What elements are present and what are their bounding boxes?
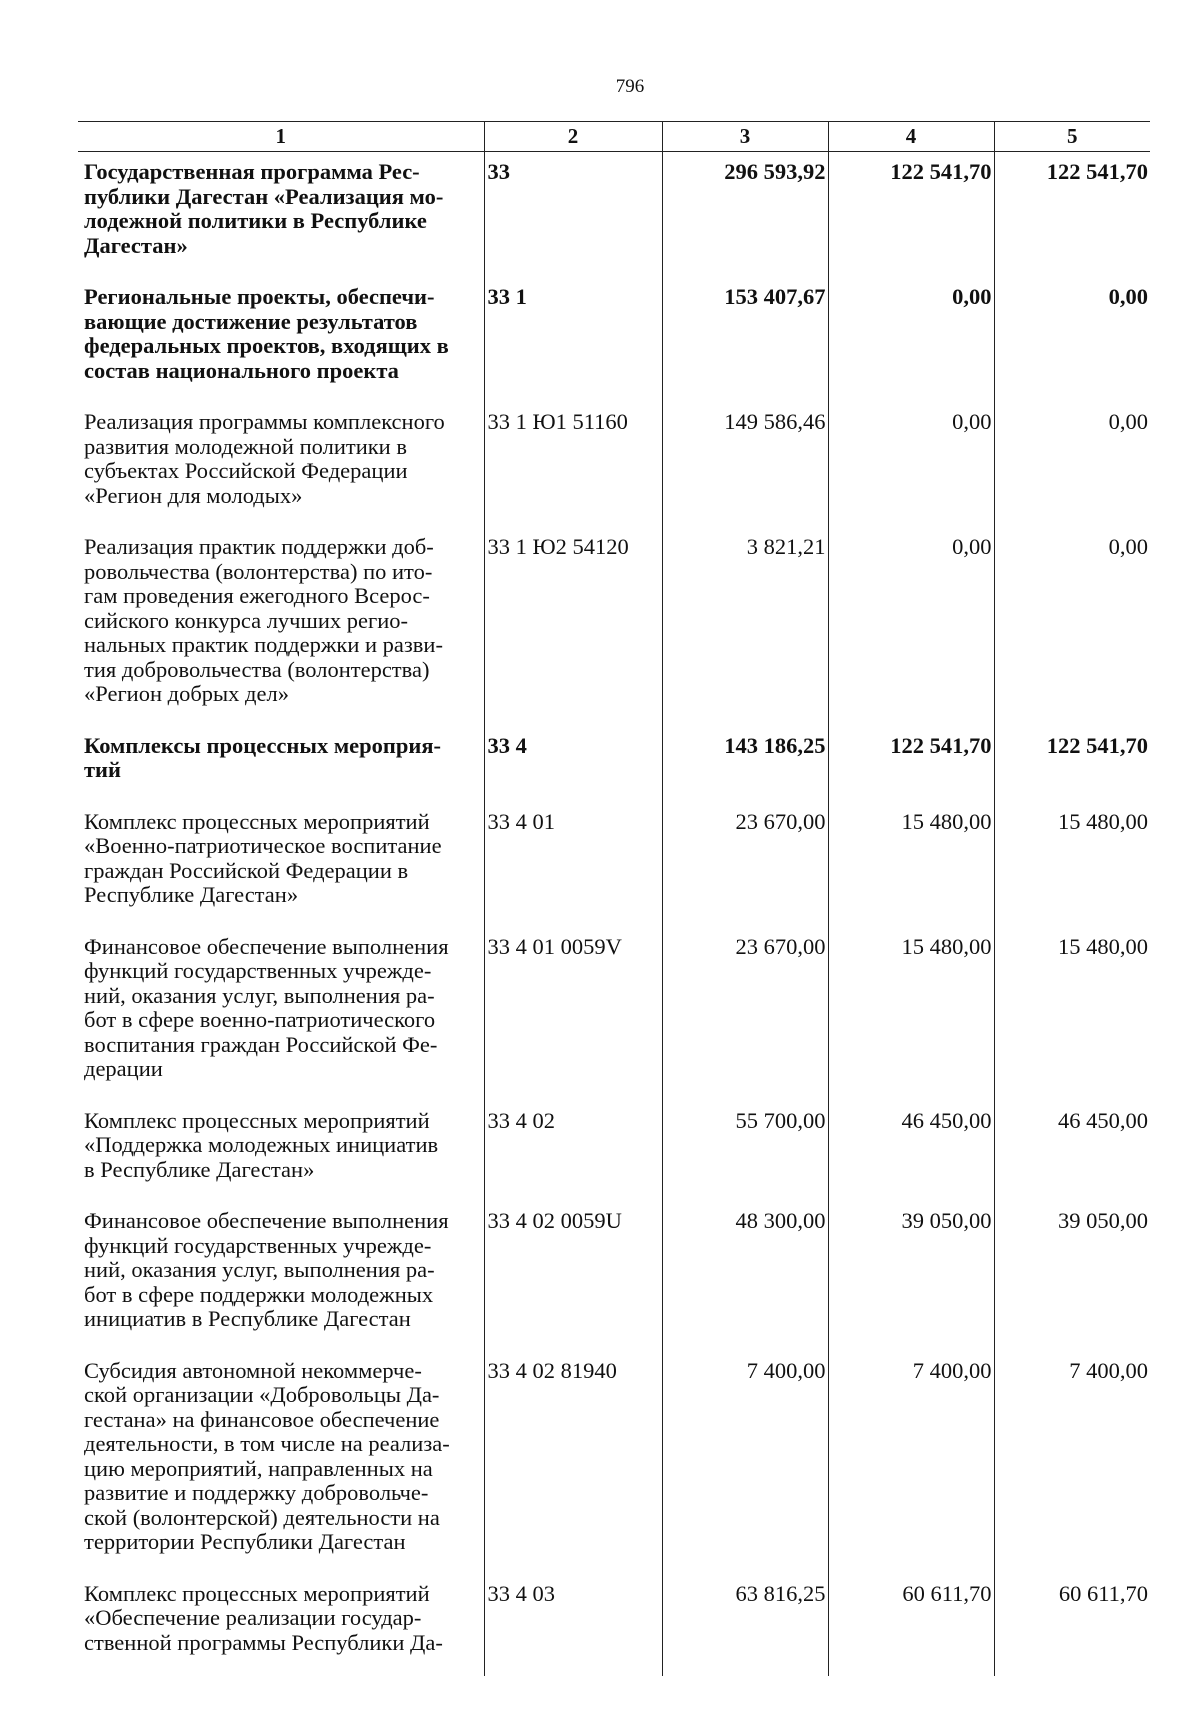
row-value-col4: 0,00 bbox=[828, 279, 994, 404]
row-value-col3: 23 670,00 bbox=[662, 929, 828, 1103]
row-value-col5: 122 541,70 bbox=[994, 728, 1150, 804]
row-name-cell: Финансовое обеспечение выполнения функций государственных учрежде- ний, оказания услуг, выполнения ра- бот в сфере поддержки молодежных инициатив в Республике Дагестан bbox=[84, 1208, 449, 1331]
row-name-cell: Комплекс процессных мероприятий «Военно-патриотическое воспитание граждан Российской Федерации в Республике Дагестан» bbox=[84, 808, 442, 907]
header-row bbox=[78, 122, 1150, 152]
budget-table bbox=[78, 121, 1150, 1676]
row-value-col5: 122 541,70 bbox=[994, 152, 1150, 280]
header-col-5: 5 bbox=[994, 122, 1150, 152]
row-code-cell: 33 bbox=[484, 152, 662, 280]
row-value-col4: 0,00 bbox=[828, 529, 994, 728]
row-value-col5: 15 480,00 bbox=[994, 804, 1150, 929]
row-value-col5: 60 611,70 bbox=[994, 1576, 1150, 1677]
table-row bbox=[78, 152, 1150, 280]
table-row bbox=[78, 529, 1150, 728]
row-value-col5: 0,00 bbox=[994, 529, 1150, 728]
row-value-col5: 46 450,00 bbox=[994, 1103, 1150, 1204]
row-value-col3: 23 670,00 bbox=[662, 804, 828, 929]
row-value-col3: 153 407,67 bbox=[662, 279, 828, 404]
header-col-2: 2 bbox=[484, 122, 662, 152]
header-col-1: 1 bbox=[78, 122, 484, 152]
row-value-col3: 143 186,25 bbox=[662, 728, 828, 804]
row-value-col3: 63 816,25 bbox=[662, 1576, 828, 1677]
row-code-cell: 33 1 Ю2 54120 bbox=[484, 529, 662, 728]
row-code-cell: 33 4 01 bbox=[484, 804, 662, 929]
row-code-cell: 33 4 03 bbox=[484, 1576, 662, 1677]
table-row bbox=[78, 404, 1150, 529]
table-row bbox=[78, 728, 1150, 804]
table-row bbox=[78, 929, 1150, 1103]
row-value-col4: 39 050,00 bbox=[828, 1203, 994, 1353]
row-name-cell: Реализация программы комплексного развития молодежной политики в субъектах Российской Федерации «Регион для молодых» bbox=[84, 409, 445, 508]
table-body bbox=[78, 152, 1150, 1677]
row-value-col5: 0,00 bbox=[994, 279, 1150, 404]
page-number: 796 bbox=[615, 76, 645, 97]
row-name-cell: Субсидия автономной некоммерче- ской организации «Добровольцы Да- гестана» на финансовое обеспечение деятельности, в том числе на реализа- цию мероприятий, направленных на развитие и поддержку добровольче- ской (волонтерской) деятельности на территории Республики Дагестан bbox=[84, 1357, 450, 1554]
row-code-cell: 33 4 02 81940 bbox=[484, 1353, 662, 1576]
header-col-4: 4 bbox=[828, 122, 994, 152]
row-code-cell: 33 1 Ю1 51160 bbox=[484, 404, 662, 529]
row-value-col4: 122 541,70 bbox=[828, 728, 994, 804]
row-value-col4: 15 480,00 bbox=[828, 929, 994, 1103]
table-row bbox=[78, 1203, 1150, 1353]
table-row bbox=[78, 1576, 1150, 1677]
row-name-cell: Региональные проекты, обеспечи- вающие достижение результатов федеральных проектов, входящих в состав национального проекта bbox=[84, 284, 449, 383]
row-value-col4: 122 541,70 bbox=[828, 152, 994, 280]
row-value-col3: 55 700,00 bbox=[662, 1103, 828, 1204]
row-name-cell: Реализация практик поддержки доб- ровольчества (волонтерства) по ито- гам проведения ежегодного Всерос- сийского конкурса лучших регио- нальных практик поддержки и разви- тия добровольчества (волонтерства) «Регион добрых дел» bbox=[84, 534, 443, 706]
table-row bbox=[78, 804, 1150, 929]
row-code-cell: 33 4 02 bbox=[484, 1103, 662, 1204]
row-value-col4: 60 611,70 bbox=[828, 1576, 994, 1677]
row-value-col5: 7 400,00 bbox=[994, 1353, 1150, 1576]
row-name-cell: Финансовое обеспечение выполнения функций государственных учрежде- ний, оказания услуг, выполнения ра- бот в сфере военно-патриотического воспитания граждан Российской Фе- дерации bbox=[84, 933, 449, 1081]
row-value-col3: 3 821,21 bbox=[662, 529, 828, 728]
row-name-cell: Комплекс процессных мероприятий «Обеспечение реализации государ- ственной программы Республики Да- bbox=[84, 1580, 443, 1655]
row-name-cell: Комплекс процессных мероприятий «Поддержка молодежных инициатив в Республике Дагестан» bbox=[84, 1107, 439, 1182]
header-col-3: 3 bbox=[662, 122, 828, 152]
row-name-cell: Комплексы процессных мероприя- тий bbox=[84, 732, 442, 782]
table-row bbox=[78, 279, 1150, 404]
row-value-col3: 296 593,92 bbox=[662, 152, 828, 280]
row-value-col4: 7 400,00 bbox=[828, 1353, 994, 1576]
row-value-col4: 46 450,00 bbox=[828, 1103, 994, 1204]
row-name-cell: Государственная программа Рес- публики Дагестан «Реализация мо- лодежной политики в Республике Дагестан» bbox=[84, 159, 444, 258]
row-value-col5: 15 480,00 bbox=[994, 929, 1150, 1103]
row-value-col4: 0,00 bbox=[828, 404, 994, 529]
table-row bbox=[78, 1103, 1150, 1204]
row-code-cell: 33 4 bbox=[484, 728, 662, 804]
row-code-cell: 33 4 01 0059V bbox=[484, 929, 662, 1103]
row-value-col5: 39 050,00 bbox=[994, 1203, 1150, 1353]
row-value-col3: 149 586,46 bbox=[662, 404, 828, 529]
row-value-col3: 48 300,00 bbox=[662, 1203, 828, 1353]
table-row bbox=[78, 1353, 1150, 1576]
row-value-col5: 0,00 bbox=[994, 404, 1150, 529]
row-code-cell: 33 1 bbox=[484, 279, 662, 404]
row-value-col3: 7 400,00 bbox=[662, 1353, 828, 1576]
row-value-col4: 15 480,00 bbox=[828, 804, 994, 929]
row-code-cell: 33 4 02 0059U bbox=[484, 1203, 662, 1353]
